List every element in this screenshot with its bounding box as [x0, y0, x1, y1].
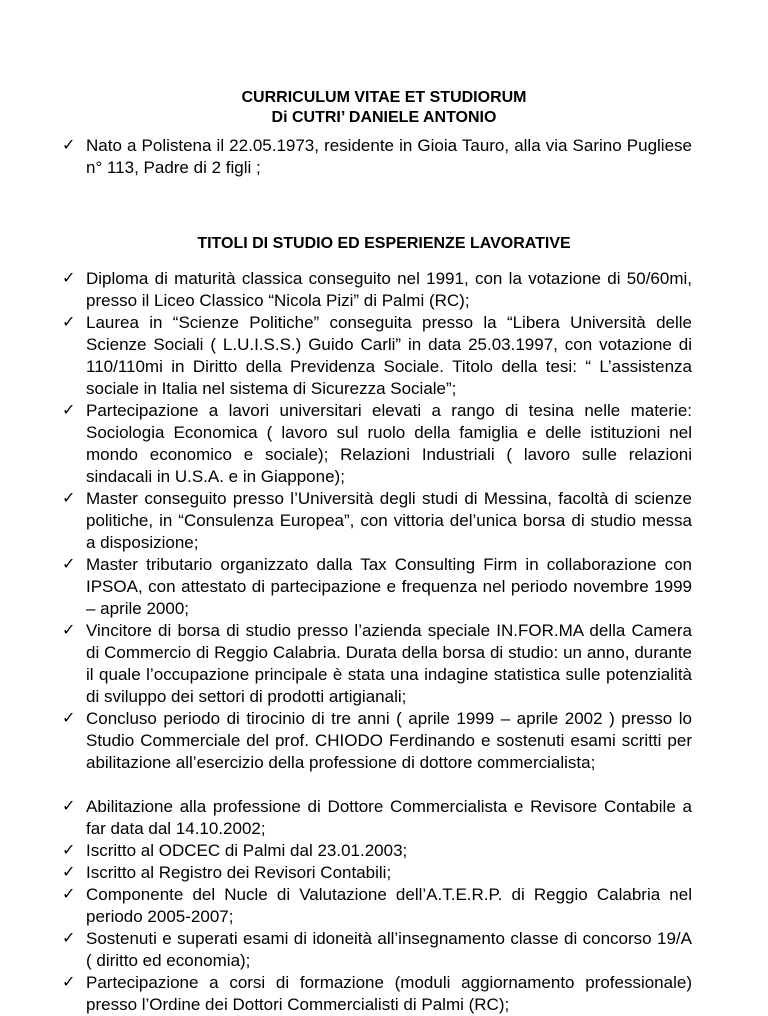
checkmark-icon: ✓ — [62, 710, 76, 727]
list-item — [62, 488, 692, 554]
list-item — [62, 796, 692, 840]
section-title: TITOLI DI STUDIO ED ESPERIENZE LAVORATIVE — [197, 235, 571, 252]
checkmark-icon: ✓ — [62, 798, 76, 815]
list-item — [62, 708, 692, 774]
list-item — [62, 268, 692, 312]
checkmark-icon: ✓ — [62, 864, 76, 881]
document-title — [0, 88, 768, 128]
checkmark-icon: ✓ — [62, 490, 76, 507]
checkmark-icon: ✓ — [62, 842, 76, 859]
list-item-text: Laurea in “Scienze Politiche” conseguita presso la “Libera Università delle Scienze Sociali ( L.U.I.S.S.) Guido Carli” in data 25.03.1997, con votazione di 110/110mi in Diritto della Previdenza Sociale. Titolo della tesi: “ L’assistenza sociale in Italia nel sistema di Sicurezza Sociale”; — [86, 313, 692, 398]
list-item — [62, 884, 692, 928]
checkmark-icon: ✓ — [62, 622, 76, 639]
list-item-text: Concluso periodo di tirocinio di tre anni ( aprile 1999 – aprile 2002 ) presso lo Studio Commerciale del prof. CHIODO Ferdinando e sostenuti esami scritti per abilitazione all’esercizio della professione di dottore commercialista; — [86, 709, 692, 772]
list-item — [62, 400, 692, 488]
checkmark-icon: ✓ — [62, 930, 76, 947]
list-item-text: Iscritto al Registro dei Revisori Contabili; — [86, 863, 392, 882]
list-item-text: Master conseguito presso l’Università degli studi di Messina, facoltà di scienze politiche, in “Consulenza Europea”, con vittoria del’unica borsa di studio messa a disposizione; — [86, 489, 692, 552]
list-item — [62, 928, 692, 972]
checkmark-icon: ✓ — [62, 886, 76, 903]
list-item-text: Vincitore di borsa di studio presso l’azienda speciale IN.FOR.MA della Camera di Commercio di Reggio Calabria. Durata della borsa di studio: un anno, durante il quale l’occupazione principale è stata una indagine statistica sulle potenzialità di sviluppo dei settori di prodotti artigianali; — [86, 621, 692, 706]
list-item — [62, 620, 692, 708]
list-item-text: Iscritto al ODCEC di Palmi dal 23.01.2003; — [86, 841, 408, 860]
title-line-2: Di CUTRI’ DANIELE ANTONIO — [271, 109, 497, 126]
list-item — [62, 312, 692, 400]
list-item-text: Partecipazione a corsi di formazione (moduli aggiornamento professionale) presso l’Ordine dei Dottori Commercialisti di Palmi (RC); — [86, 973, 692, 1014]
checkmark-icon: ✓ — [62, 974, 76, 991]
checkmark-icon: ✓ — [62, 314, 76, 331]
checkmark-icon: ✓ — [62, 556, 76, 573]
checkmark-icon: ✓ — [62, 270, 76, 287]
list-item — [62, 554, 692, 620]
list-item-text: Componente del Nucle di Valutazione dell’A.T.E.R.P. di Reggio Calabria nel periodo 2005-2007; — [86, 885, 692, 926]
list-item — [62, 840, 692, 862]
title-line-1: CURRICULUM VITAE ET STUDIORUM — [241, 89, 527, 106]
list-item-text: Abilitazione alla professione di Dottore Commercialista e Revisore Contabile a far data dal 14.10.2002; — [86, 797, 692, 838]
checkmark-icon: ✓ — [62, 402, 76, 419]
list-item-text: Sostenuti e superati esami di idoneità all’insegnamento classe di concorso 19/A ( diritto ed economia); — [86, 929, 692, 970]
list-item — [62, 862, 692, 884]
list-item-text: Master tributario organizzato dalla Tax Consulting Firm in collaborazione con IPSOA, con attestato di partecipazione e frequenza nel periodo novembre 1999 – aprile 2000; — [86, 555, 692, 618]
intro-item — [62, 135, 692, 179]
list-item-text: Diploma di maturità classica conseguito nel 1991, con la votazione di 50/60mi, presso il Liceo Classico “Nicola Pizi” di Palmi (RC); — [86, 269, 692, 310]
intro-text: Nato a Polistena il 22.05.1973, residente in Gioia Tauro, alla via Sarino Pugliese n° 113, Padre di 2 figli ; — [86, 136, 692, 177]
checkmark-icon: ✓ — [62, 137, 76, 154]
list-item-text: Partecipazione a lavori universitari elevati a rango di tesina nelle materie: Sociologia Economica ( lavoro sul ruolo della famiglia e delle istituzioni nel mondo economico e sociale); Relazioni Industriali ( lavoro sulle relazioni sindacali in U.S.A. e in Giappone); — [86, 401, 692, 486]
